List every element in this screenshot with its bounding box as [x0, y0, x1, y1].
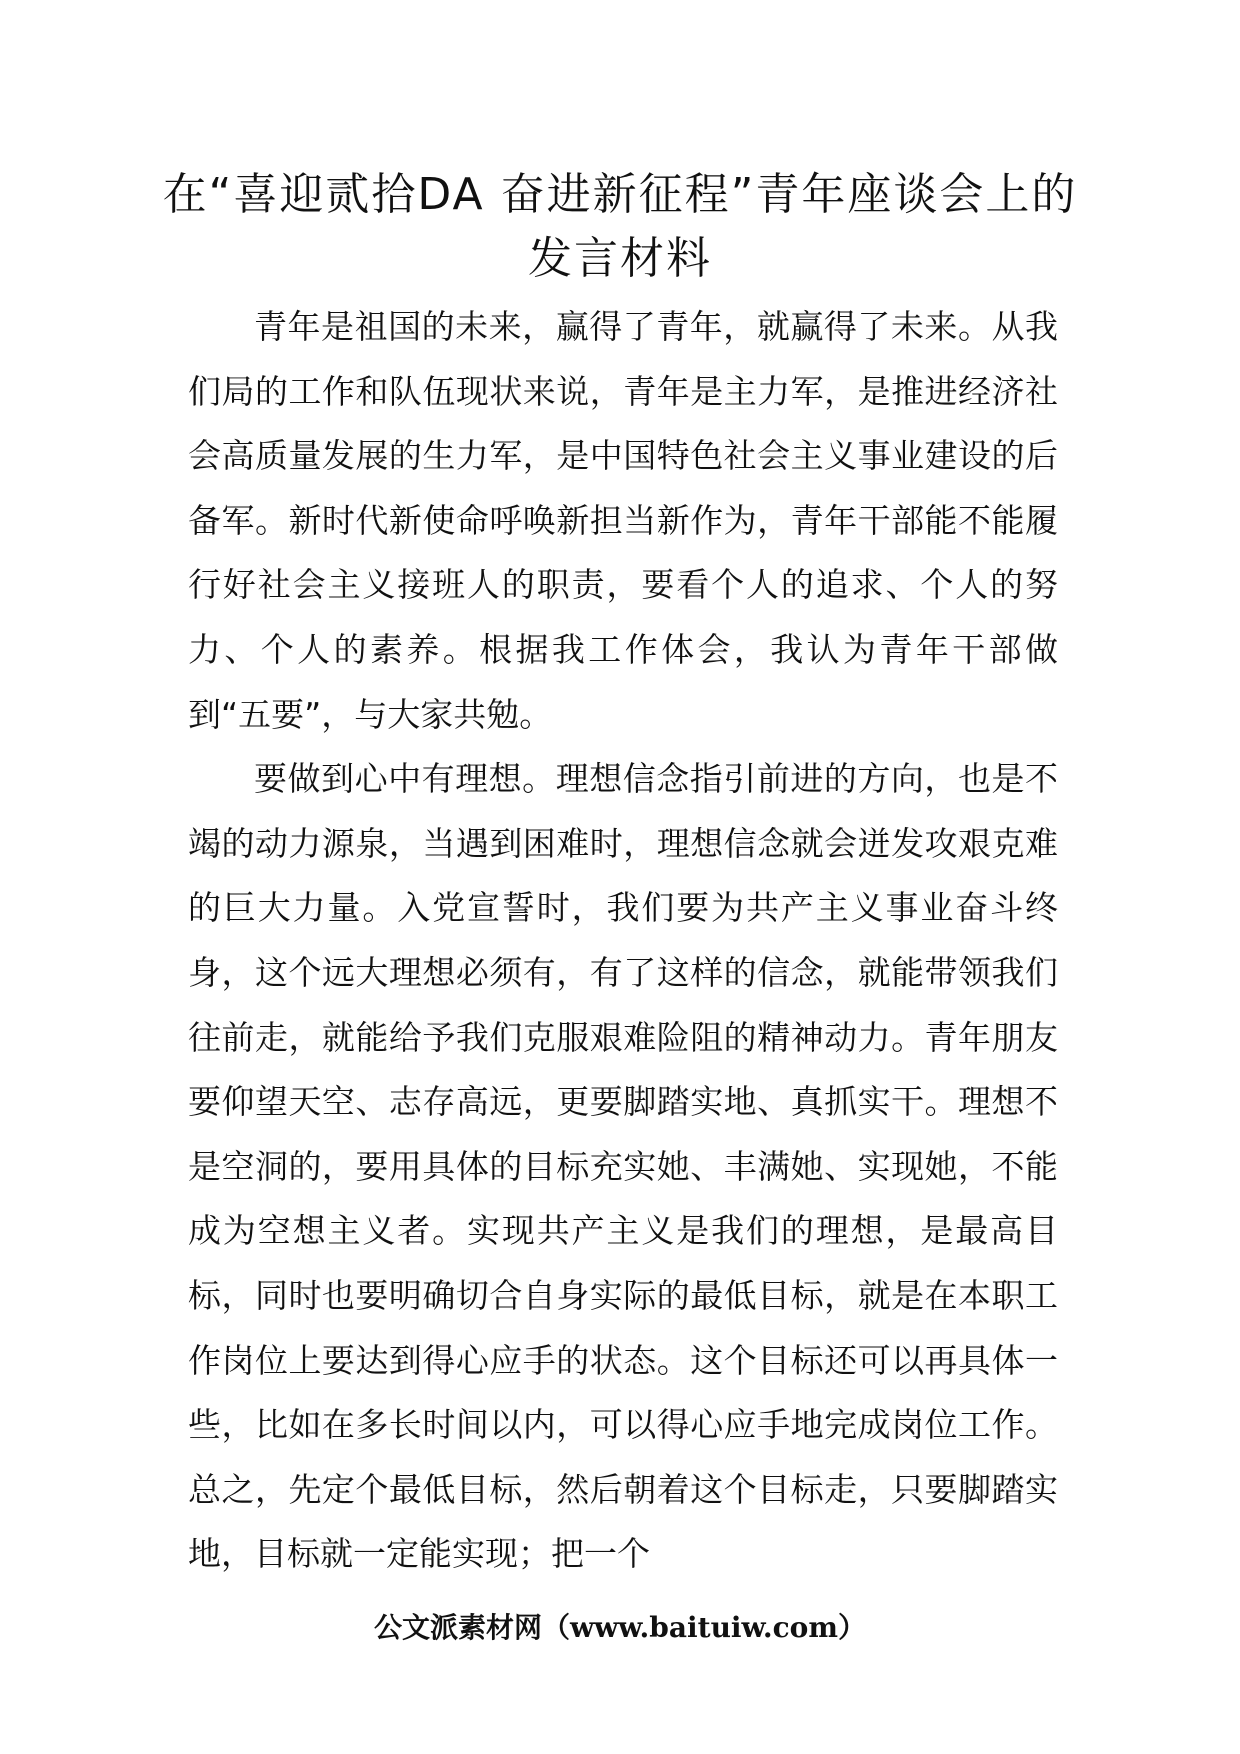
document-title: 在“喜迎贰拾DA 奋进新征程”青年座谈会上的发言材料 — [162, 169, 1078, 284]
paragraph-intro: 青年是祖国的未来，赢得了青年，就赢得了未来。从我们局的工作和队伍现状来说，青年是主力军，是推进经济社会高质量发展的生力军，是中国特色社会主义事业建设的后备军。新时代新使命呼唤新担当新作为，青年干部能不能履行好社会主义接班人的职责，要看个人的追求、个人的努力、个人的素养。根据我工作体会，我认为青年干部做到“五要”，与大家共勉。 — [188, 307, 1058, 734]
footer-watermark: 公文派素材网（www.baituiw.com） — [374, 1611, 866, 1644]
document-body — [188, 295, 1058, 1587]
paragraph-ideal: 要做到心中有理想。理想信念指引前进的方向，也是不竭的动力源泉，当遇到困难时，理想信念就会迸发攻艰克难的巨大力量。入党宣誓时，我们要为共产主义事业奋斗终身，这个远大理想必须有，有了这样的信念，就能带领我们往前走，就能给予我们克服艰难险阻的精神动力。青年朋友要仰望天空、志存高远，更要脚踏实地、真抓实干。理想不是空洞的，要用具体的目标充实她、丰满她、实现她，不能成为空想主义者。实现共产主义是我们的理想，是最高目标，同时也要明确切合自身实际的最低目标，就是在本职工作岗位上要达到得心应手的状态。这个目标还可以再具体一些，比如在多长时间以内，可以得心应手地完成岗位工作。总之，先定个最低目标，然后朝着这个目标走，只要脚踏实地，目标就一定能实现；把一个 — [188, 759, 1058, 1574]
